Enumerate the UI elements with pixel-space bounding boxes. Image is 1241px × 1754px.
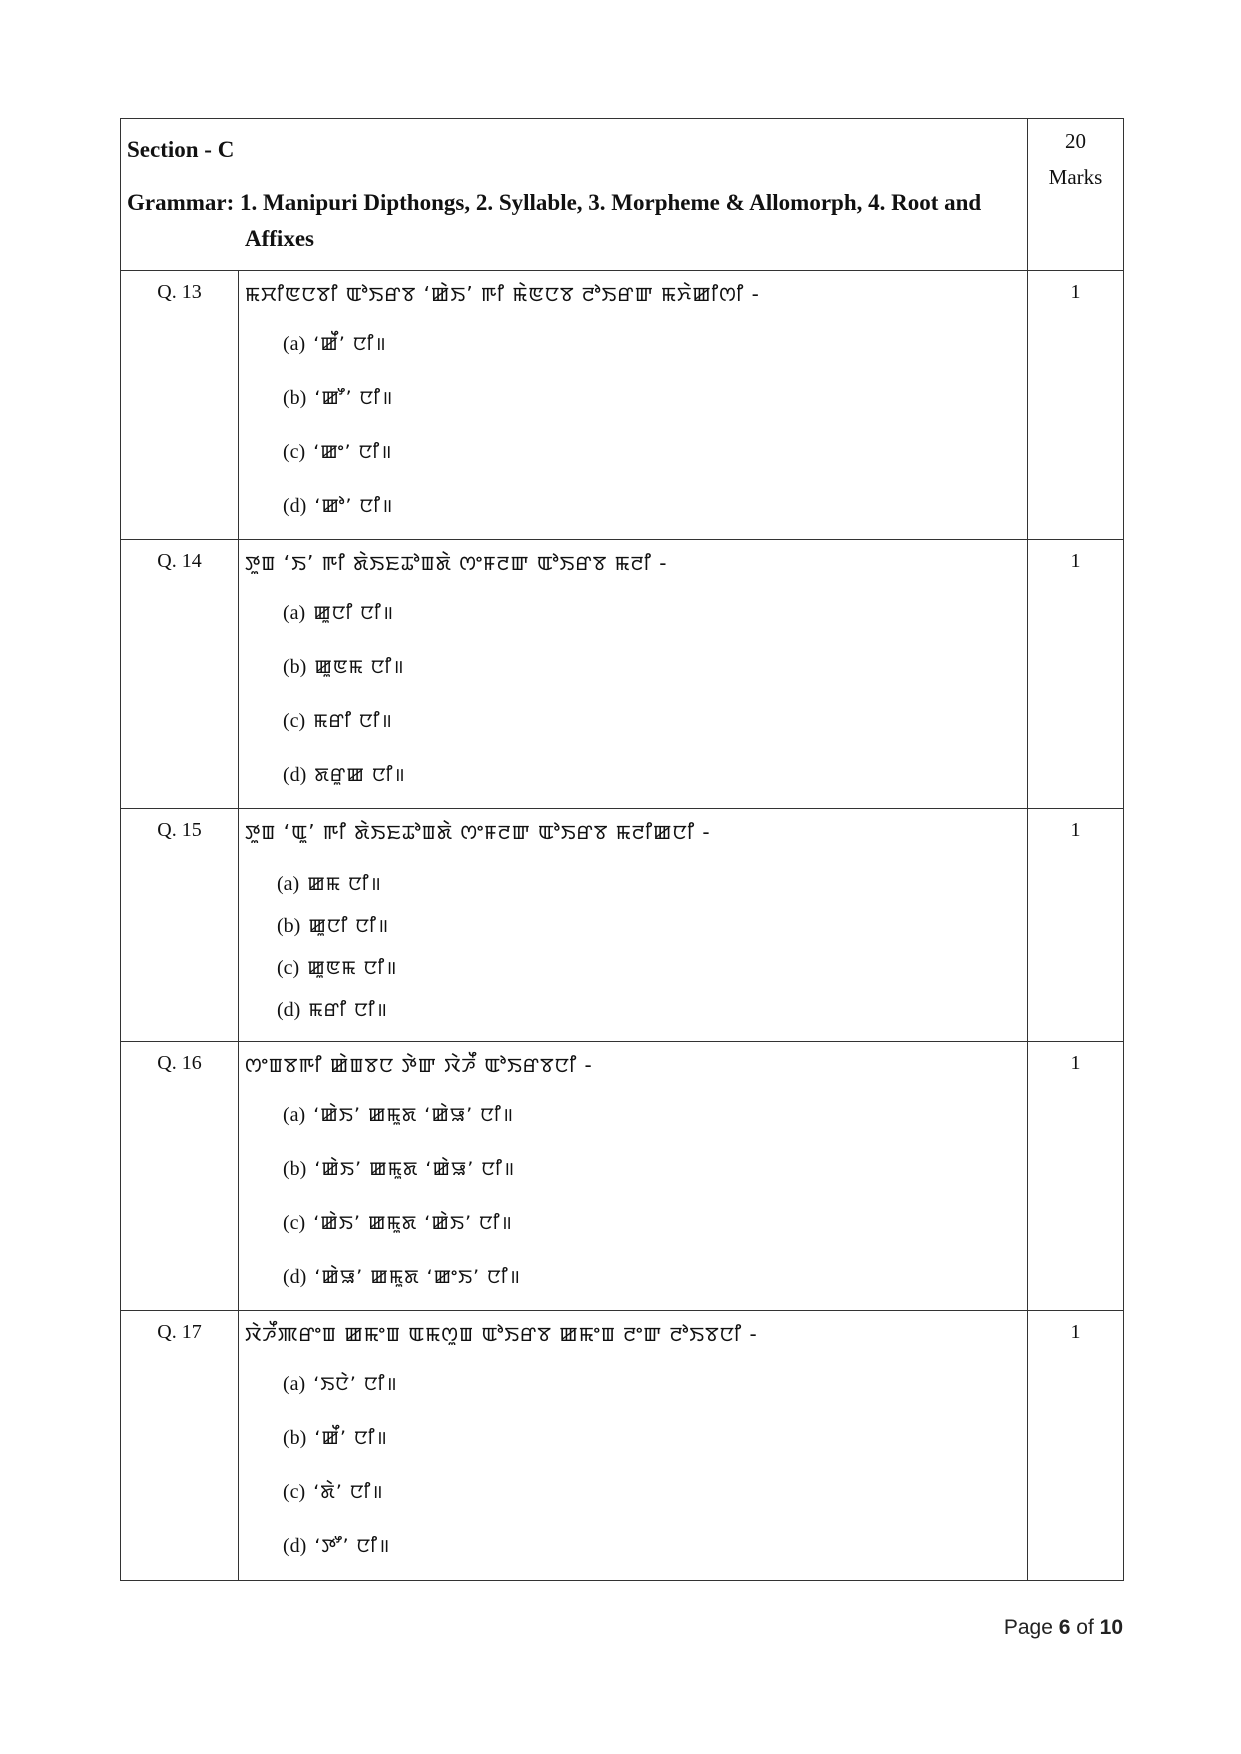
option-item [283, 1208, 1021, 1238]
option-label: (a) [283, 602, 306, 624]
option-item [283, 706, 1021, 736]
option-item [283, 1369, 1021, 1399]
option-text: ‘ꯀꯥꯏ’ ꯀꯃꯨꯗ ‘ꯀꯥꯏ’ ꯅꯤ॥ [313, 1212, 513, 1234]
option-label: (d) [277, 999, 301, 1021]
marks-header-cell [1028, 119, 1124, 271]
option-label: (b) [283, 1158, 307, 1180]
option-label: (d) [283, 764, 307, 786]
question-stem: ꯇꯨꯡ ‘ꯏ’ ꯒꯤ ꯗꯥꯏꯐꯊꯣꯡꯗꯥ ꯁꯦꯝꯂꯛ ꯑꯣꯏꯔꯕ ꯃꯂꯤ - [245, 551, 668, 575]
option-item [283, 1154, 1021, 1184]
question-marks: 1 [1028, 809, 1124, 1042]
question-number: Q. 13 [121, 271, 239, 540]
option-item [277, 869, 1021, 899]
option-text: ‘ꯀꯥꯏ’ ꯀꯃꯨꯗ ‘ꯀꯥꯎ’ ꯅꯤ॥ [314, 1158, 516, 1180]
page-footer [1004, 1616, 1123, 1640]
question-table [120, 118, 1124, 1581]
option-item [283, 1100, 1021, 1130]
option-label: (a) [277, 873, 300, 895]
question-number: Q. 17 [121, 1311, 239, 1581]
question-body [239, 540, 1028, 809]
option-label: (b) [277, 915, 301, 937]
section-header-row [121, 119, 1124, 271]
option-item [283, 437, 1021, 467]
page-label: Page [1003, 1616, 1053, 1639]
question-row [121, 540, 1124, 809]
option-text: ‘ꯀꯣ’ ꯅꯤ॥ [314, 495, 394, 517]
option-text: ꯀꯨꯟꯃ ꯅꯤ॥ [314, 656, 405, 678]
option-text: ꯃꯔꯤ ꯅꯤ॥ [308, 999, 389, 1021]
option-text: ‘ꯏꯅꯥ’ ꯅꯤ॥ [313, 1373, 398, 1395]
option-item [283, 760, 1021, 790]
option-label: (a) [283, 333, 306, 355]
option-label: (b) [283, 387, 307, 409]
question-row [121, 271, 1124, 540]
option-label: (c) [283, 441, 306, 463]
option-text: ꯗꯔꯨꯀ ꯅꯤ॥ [314, 764, 406, 786]
options-list [245, 329, 1021, 521]
option-text: ꯀꯨꯅꯤ ꯅꯤ॥ [308, 915, 390, 937]
question-stem: ꯇꯨꯡ ‘ꯑꯨ’ ꯒꯤ ꯗꯥꯏꯐꯊꯣꯡꯗꯥ ꯁꯦꯝꯂꯛ ꯑꯣꯏꯔꯕ ꯃꯂꯤꯀꯅꯤ - [245, 820, 711, 844]
option-item [277, 995, 1021, 1025]
option-text: ‘ꯇꯧ’ ꯅꯤ॥ [314, 1535, 391, 1557]
grammar-topics: Grammar: 1. Manipuri Dipthongs, 2. Syllable, 3. Morpheme & Allomorph, 4. Root and Affixes [127, 190, 982, 251]
option-label: (b) [283, 656, 307, 678]
option-item [277, 953, 1021, 983]
option-label: (d) [283, 1535, 307, 1557]
question-body [239, 1311, 1028, 1581]
option-item [283, 329, 1021, 359]
option-text: ꯀꯨꯅꯤ ꯅꯤ॥ [313, 602, 395, 624]
option-text: ‘ꯀꯧ’ ꯅꯤ॥ [314, 387, 394, 409]
option-text: ‘ꯗꯥ’ ꯅꯤ॥ [313, 1481, 384, 1503]
question-marks: 1 [1028, 271, 1124, 540]
option-text: ꯀꯨꯟꯃ ꯅꯤ॥ [307, 957, 398, 979]
options-list [245, 1369, 1021, 1561]
option-label: (d) [283, 1266, 307, 1288]
question-marks: 1 [1028, 540, 1124, 809]
option-text: ‘ꯀꯩ’ ꯅꯤ॥ [313, 333, 387, 355]
marks-label: Marks [1048, 165, 1103, 189]
options-list [245, 598, 1021, 790]
option-item [283, 491, 1021, 521]
question-marks: 1 [1028, 1311, 1124, 1581]
option-item [283, 652, 1021, 682]
question-number: Q. 16 [121, 1042, 239, 1311]
option-text: ꯃꯔꯤ ꯅꯤ॥ [313, 710, 393, 732]
option-label: (d) [283, 495, 307, 517]
option-text: ‘ꯀꯦ’ ꯅꯤ॥ [313, 441, 393, 463]
page-of-label: of [1076, 1616, 1094, 1639]
question-body [239, 809, 1028, 1042]
options-list [245, 1100, 1021, 1292]
option-item [283, 1531, 1021, 1561]
option-item [277, 911, 1021, 941]
option-label: (a) [283, 1373, 306, 1395]
option-item [283, 1477, 1021, 1507]
question-number: Q. 15 [121, 809, 239, 1042]
question-stem: ꯋꯥꯍꯩꯄꯔꯦꯡ ꯀꯃꯦꯡ ꯑꯃꯁꯨꯡ ꯑꯣꯏꯔꯕ ꯀꯃꯦꯡ ꯂꯦꯛ ꯂꯣꯏꯕꯅꯤ - [245, 1322, 758, 1346]
option-text: ‘ꯀꯩ’ ꯅꯤ॥ [314, 1427, 388, 1449]
options-list [245, 869, 1021, 1025]
option-label: (c) [283, 1481, 306, 1503]
total-marks-value: 20 [1065, 129, 1087, 153]
option-label: (b) [283, 1427, 307, 1449]
option-label: (a) [283, 1104, 306, 1126]
option-text: ‘ꯀꯥꯏ’ ꯀꯃꯨꯗ ‘ꯀꯥꯎ’ ꯅꯤ॥ [313, 1104, 515, 1126]
question-row [121, 1311, 1124, 1581]
question-body [239, 271, 1028, 540]
option-item [283, 1423, 1021, 1453]
question-stem: ꯁꯦꯡꯕꯒꯤ ꯀꯥꯡꯕꯅ ꯇꯥꯛ ꯋꯥꯍꯩ ꯑꯣꯏꯔꯕꯅꯤ - [245, 1053, 593, 1077]
option-text: ‘ꯀꯥꯎ’ ꯀꯃꯨꯗ ‘ꯀꯦꯏ’ ꯅꯤ॥ [314, 1266, 521, 1288]
option-label: (c) [283, 710, 306, 732]
option-text: ꯀꯃ ꯅꯤ॥ [307, 873, 382, 895]
option-item [283, 1262, 1021, 1292]
option-label: (c) [277, 957, 300, 979]
question-body [239, 1042, 1028, 1311]
question-stem: ꯃꯆꯤꯟꯅꯕꯤ ꯑꯣꯏꯔꯕ ‘ꯀꯥꯏ’ ꯒꯤ ꯃꯥꯟꯅꯕ ꯂꯣꯏꯔꯛ ꯃꯈꯥꯀꯤꯁꯤ - [245, 282, 760, 306]
section-header-cell [121, 119, 1028, 271]
question-row [121, 1042, 1124, 1311]
page-total: 10 [1099, 1616, 1123, 1639]
option-label: (c) [283, 1212, 306, 1234]
question-row [121, 809, 1124, 1042]
section-title: Section - C [127, 137, 235, 162]
page-number: 6 [1058, 1616, 1071, 1639]
question-marks: 1 [1028, 1042, 1124, 1311]
question-number: Q. 14 [121, 540, 239, 809]
option-item [283, 383, 1021, 413]
option-item [283, 598, 1021, 628]
